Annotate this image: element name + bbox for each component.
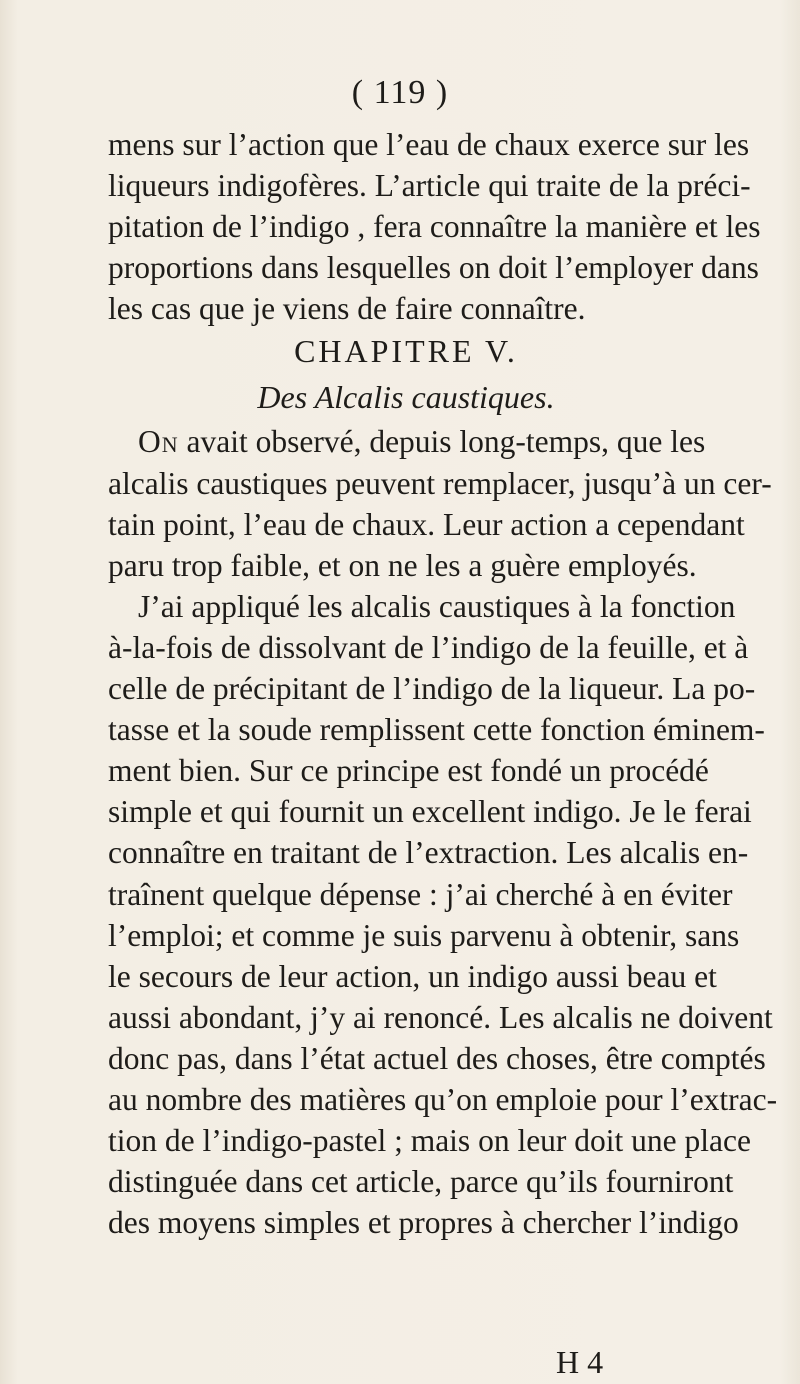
text-line: mens sur l’action que l’eau de chaux exerce sur les (108, 127, 750, 162)
text-line (108, 421, 704, 462)
chapter-subtitle: Des Alcalis caustiques. (257, 379, 555, 416)
text-line: alcalis caustiques peuvent remplacer, jusqu’à un cer- (108, 465, 772, 501)
page-number: ( 119 ) (351, 74, 449, 111)
paragraph-2 (108, 421, 772, 585)
text-line: à-la-fois de dissolvant de l’indigo de la feuille, et à (108, 629, 749, 665)
text-line-rest: avait observé, depuis long-temps, que les (186, 424, 706, 460)
text-line: des moyens simples et propres à chercher l’indigo (108, 1205, 739, 1241)
paragraph-3 (108, 586, 778, 1244)
text-line: traînent quelque dépense : j’ai cherché à en éviter (108, 876, 733, 912)
text-line: celle de précipitant de l’indigo de la liqueur. La po- (108, 671, 756, 707)
text-line: distinguée dans cet article, parce qu’ils fourniront (108, 1164, 734, 1200)
text-line: aussi abondant, j’y ai renoncé. Les alcalis ne doivent (108, 999, 773, 1035)
text-line: paru trop faible, et on ne les a guère employés. (108, 547, 697, 583)
text-line: au nombre des matières qu’on emploie pour l’extrac- (108, 1081, 778, 1117)
initial-word: On (138, 424, 179, 460)
text-line: tain point, l’eau de chaux. Leur action a cependant (108, 506, 745, 542)
text-line: les cas que je viens de faire connaître. (108, 291, 586, 327)
signature-mark: H 4 (556, 1344, 604, 1380)
text-line: ment bien. Sur ce principe est fondé un procédé (108, 753, 709, 789)
text-line: J’ai appliqué les alcalis caustiques à la fonction (138, 588, 736, 624)
text-line: tion de l’indigo-pastel ; mais on leur doit une place (108, 1123, 751, 1159)
text-line: connaître en traitant de l’extraction. Les alcalis en- (108, 835, 749, 871)
text-line: donc pas, dans l’état actuel des choses, être comptés (108, 1040, 766, 1076)
text-line: proportions dans lesquelles on doit l’employer dans (108, 250, 759, 286)
text-line: liqueurs indigofères. L’article qui traite de la préci- (108, 168, 751, 204)
paragraph-1 (108, 124, 761, 329)
body-text (108, 124, 778, 1243)
text-line: tasse et la soude remplissent cette fonction éminem- (108, 712, 765, 748)
text-line: le secours de leur action, un indigo aussi beau et (108, 958, 717, 994)
text-line: l’emploi; et comme je suis parvenu à obtenir, sans (108, 917, 740, 953)
text-line: pitation de l’indigo , fera connaître la manière et les (108, 209, 761, 245)
chapter-title: CHAPITRE V. (294, 333, 518, 370)
text-line: simple et qui fournit un excellent indigo. Je le ferai (108, 794, 752, 830)
